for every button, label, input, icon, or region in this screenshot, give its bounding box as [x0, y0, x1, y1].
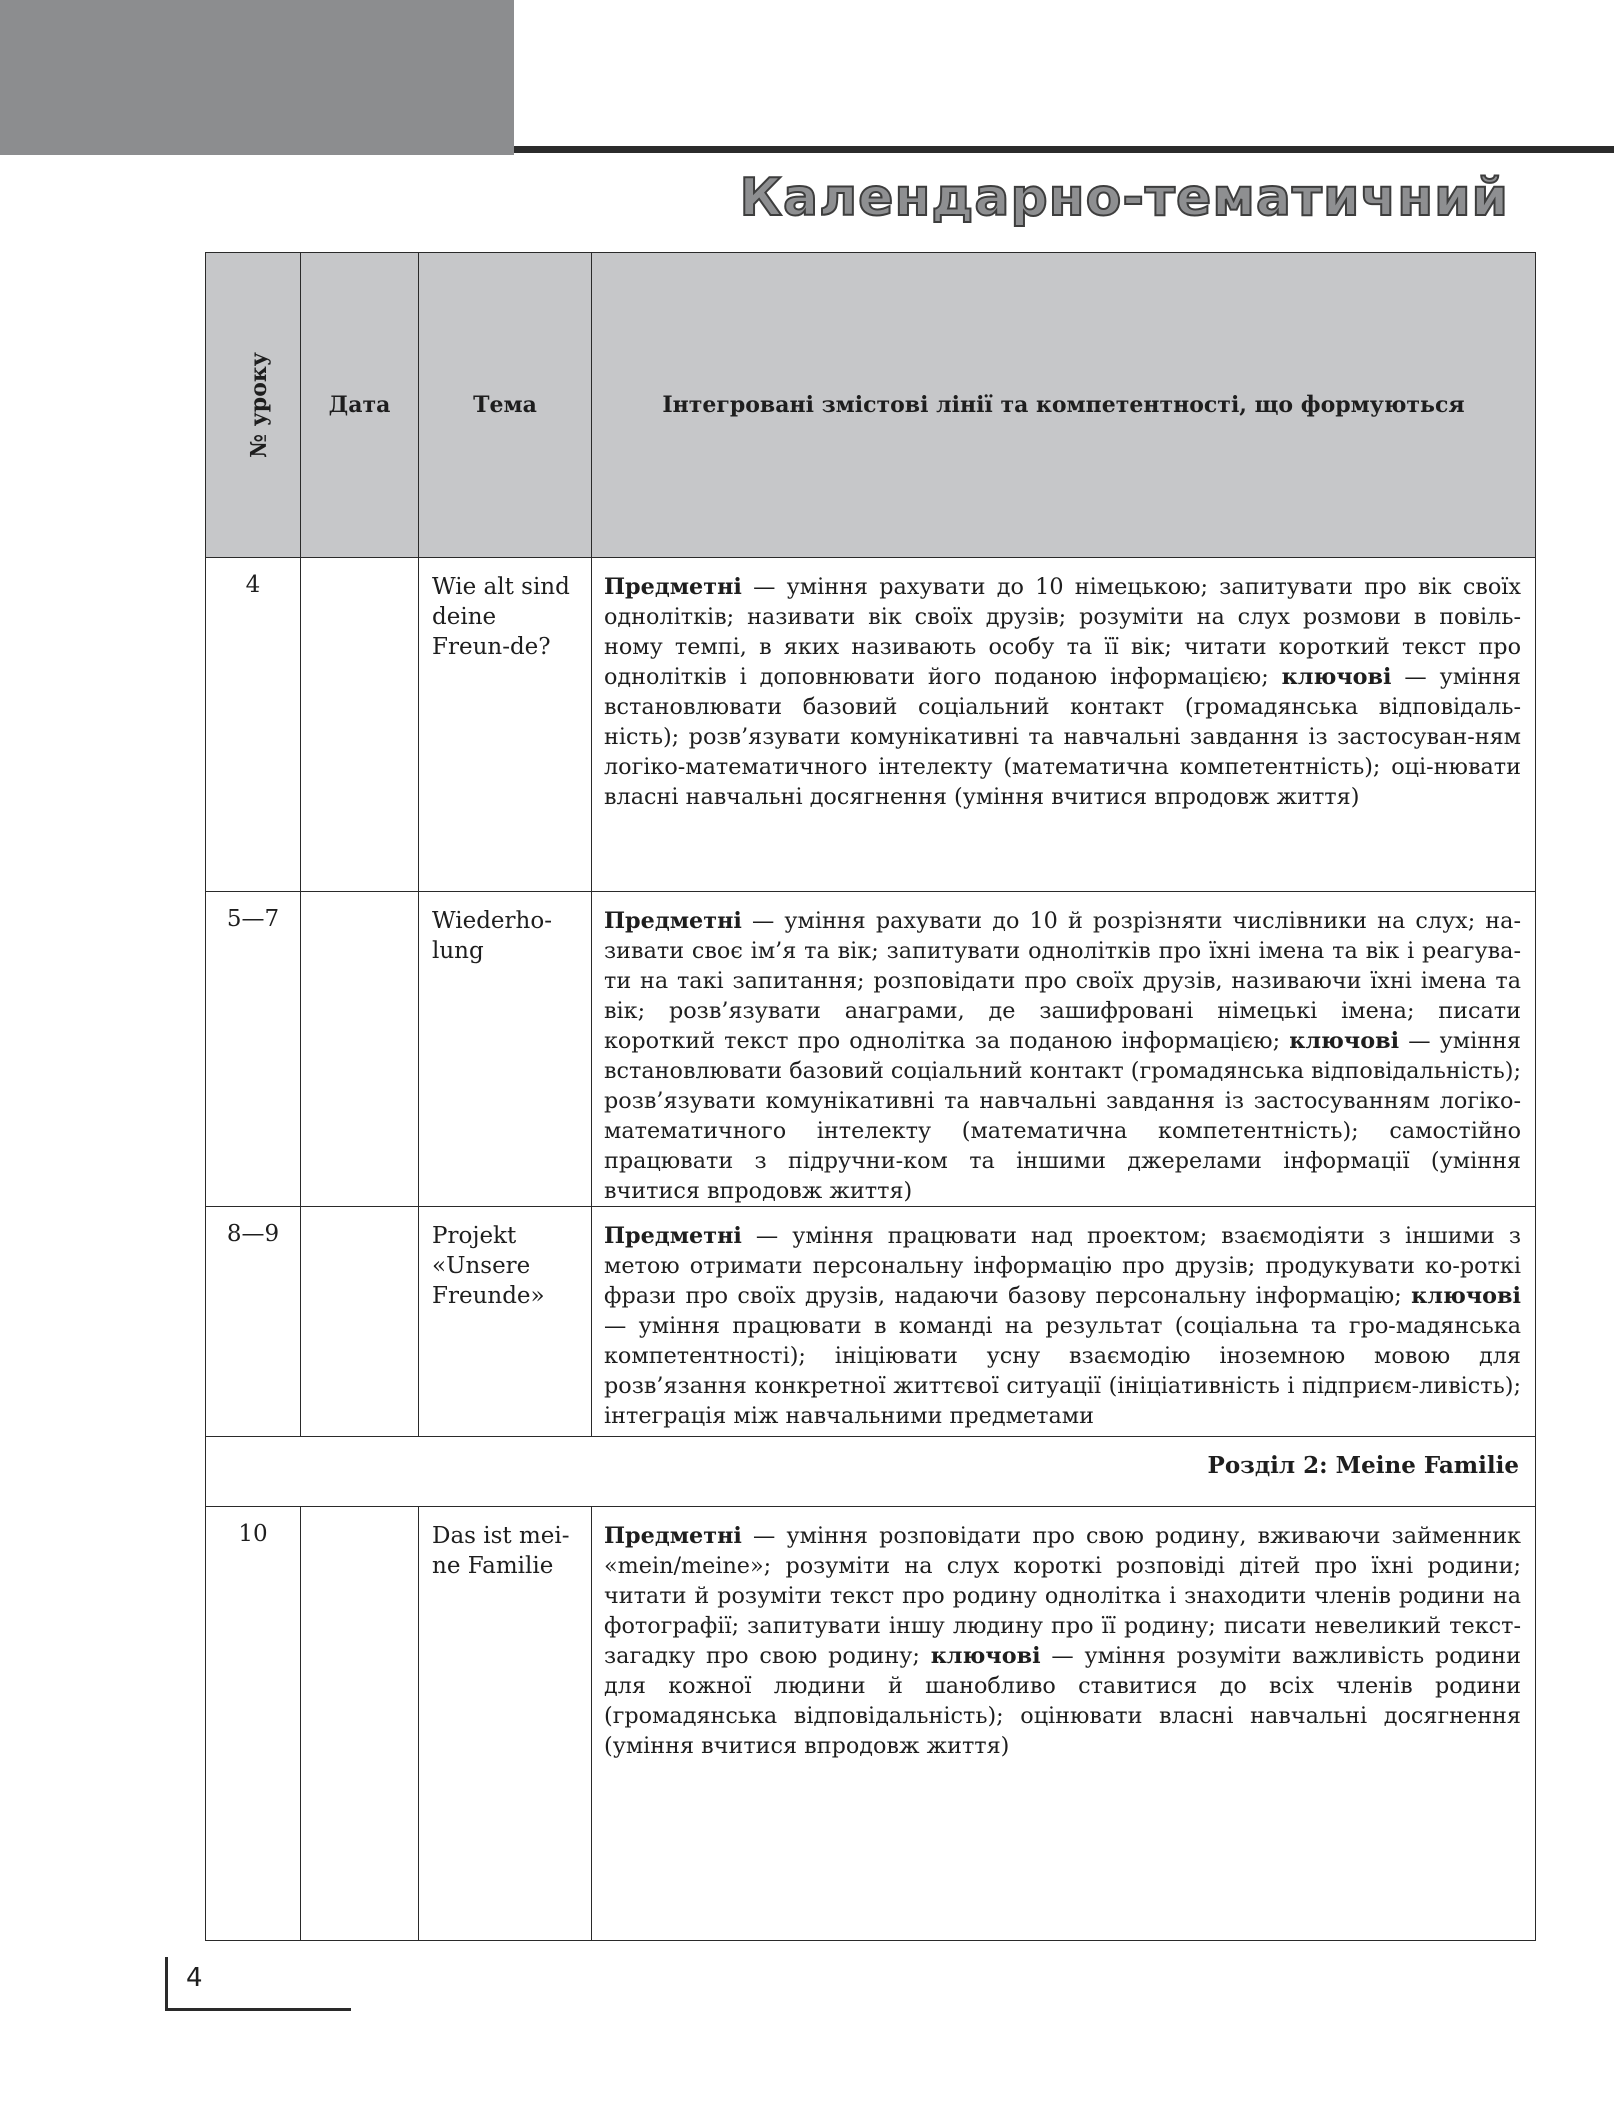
desc-term: ключові	[1289, 1028, 1400, 1054]
lesson-description	[592, 1207, 1536, 1437]
lesson-number: 8—9	[206, 1207, 301, 1437]
table-row	[206, 1507, 1536, 1941]
table-header-row	[206, 253, 1536, 558]
table-row	[206, 892, 1536, 1207]
header-lesson-number	[206, 253, 301, 558]
desc-term: Предметні	[604, 908, 742, 934]
desc-text: — уміння встановлювати базовий соціальний контакт (громадянська відповідальність); розв’язувати комунікативні та навчальні завдання із застосуванням логіко-математичного інтелекту (математична компетентність); самостійно працювати з підручни-ком та іншими джерелами інформації (уміння вчитися впродовж життя)	[604, 1028, 1521, 1204]
lesson-topic: Projekt «Unsere Freunde»	[419, 1207, 592, 1437]
header-gray-block	[0, 0, 514, 155]
lesson-description	[592, 558, 1536, 892]
header-rule	[514, 146, 1614, 153]
table-row	[206, 558, 1536, 892]
desc-text: — уміння встановлювати базовий соціальний контакт (громадянська відповідаль-ність); розв’язувати комунікативні та навчальні завдання із застосуван-ням логіко-математичного інтелекту (математична компетентність); оці-нювати власні навчальні досягнення (уміння вчитися впродовж життя)	[604, 664, 1522, 810]
desc-text: — уміння рахувати до 10 й розрізняти числівники на слух; на-зивати своє ім’я та вік; запитувати однолітків про їхні імена та вік і реагува-ти на такі запитання; розповідати про своїх друзів, називаючи їхні імена та вік; розв’язувати анаграми, де зашифровані німецькі імена; писати короткий текст про однолітка за поданою інформацією;	[604, 908, 1521, 1054]
header-lesson-number-label: № уроку	[245, 352, 272, 458]
desc-term: Предметні	[604, 1223, 742, 1249]
desc-text: — уміння рахувати до 10 німецькою; запитувати про вік своїх однолітків; називати вік своїх друзів; розуміти на слух розмови в повіль-ному темпі, в яких називають особу та її вік; читати короткий текст про однолітків і доповнювати його поданою інформацією;	[604, 574, 1521, 690]
desc-term: Предметні	[604, 1523, 742, 1549]
header-description: Інтегровані змістові лінії та компетентності, що формуються	[592, 253, 1536, 558]
lesson-topic: Wiederho-lung	[419, 892, 592, 1207]
table-row	[206, 1207, 1536, 1437]
lesson-plan-table	[205, 252, 1536, 1941]
desc-term: ключові	[1281, 664, 1392, 690]
desc-text: — уміння працювати над проектом; взаємодіяти з іншими з метою отримати персональну інформацію про друзів; продукувати ко-роткі фрази про своїх друзів, надаючи базову персональну інформацію;	[604, 1223, 1521, 1309]
footer-rule	[165, 2008, 351, 2011]
section-row	[206, 1437, 1536, 1507]
desc-term: Предметні	[604, 574, 742, 600]
footer-vertical-rule	[165, 1957, 168, 2011]
lesson-date	[301, 892, 419, 1207]
desc-term: ключові	[1411, 1283, 1521, 1309]
lesson-date	[301, 558, 419, 892]
page-title: Календарно-тематичний	[739, 168, 1509, 228]
lesson-description	[592, 892, 1536, 1207]
header-topic: Тема	[419, 253, 592, 558]
desc-text: — уміння розуміти важливість родини для кожної людини й шанобливо ставитися до всіх членів родини (громадянська відповідальність); оцінювати власні навчальні досягнення (уміння вчитися впродовж життя)	[604, 1643, 1521, 1759]
page-number: 4	[186, 1963, 203, 1993]
section-heading: Розділ 2: Meine Familie	[206, 1437, 1536, 1507]
lesson-date	[301, 1507, 419, 1941]
lesson-number: 5—7	[206, 892, 301, 1207]
desc-term: ключові	[930, 1643, 1041, 1669]
lesson-number: 4	[206, 558, 301, 892]
header-date: Дата	[301, 253, 419, 558]
desc-text: — уміння працювати в команді на результат (соціальна та гро-мадянська компетентності); ініціювати усну взаємодію іноземною мовою для розв’язання конкретної життєвої ситуації (ініціативність і підприєм-ливість); інтеграція між навчальними предметами	[604, 1313, 1521, 1429]
lesson-description	[592, 1507, 1536, 1941]
lesson-date	[301, 1207, 419, 1437]
lesson-topic: Das ist mei-ne Familie	[419, 1507, 592, 1941]
lesson-topic: Wie alt sind deine Freun-de?	[419, 558, 592, 892]
lesson-number: 10	[206, 1507, 301, 1941]
desc-text: — уміння розповідати про свою родину, вживаючи займенник «mein/meine»; розуміти на слух короткі розповіді дітей про їхні родини; читати й розуміти текст про родину однолітка і знаходити членів родини на фотографії; запитувати іншу людину про її родину; писати невеликий текст-загадку про свою родину;	[604, 1523, 1521, 1669]
